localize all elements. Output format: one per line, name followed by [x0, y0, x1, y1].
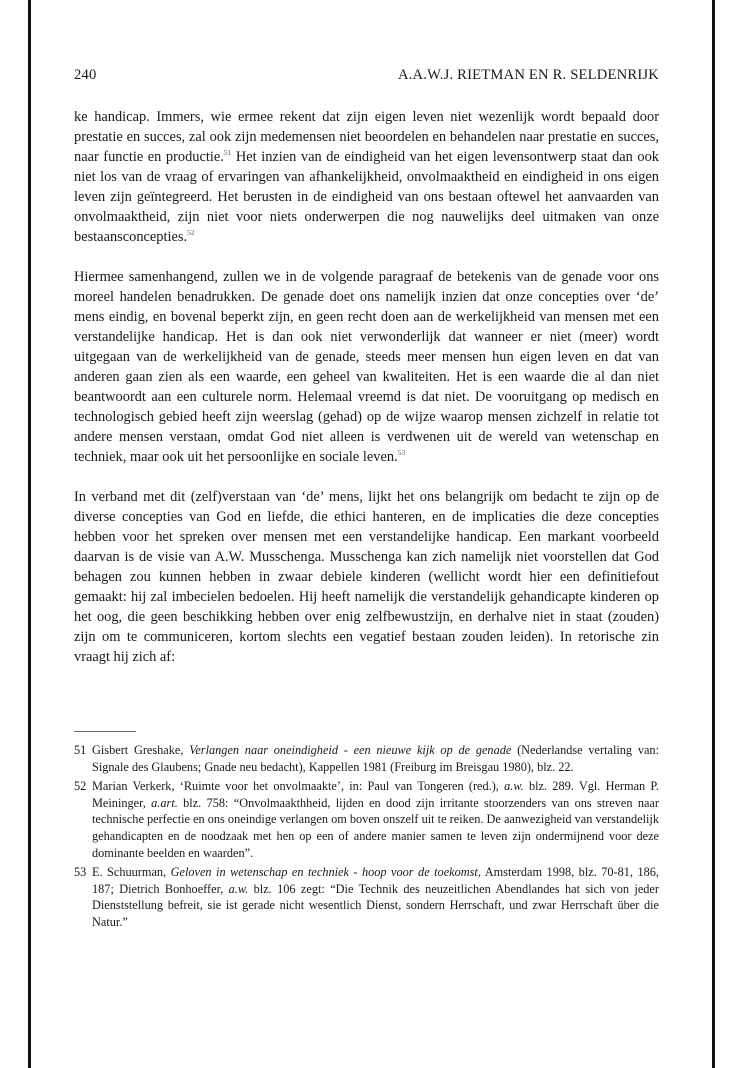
- footnote-text-part: blz. 106 zegt: “Die Technik des neuzeitlichen Abendlandes hat sich von jeder Dienststellung befreit, sie ist gerade nicht wesentlich Dienst, sondern Herrschaft, und zwar Herrschaft über die Natur.”: [92, 881, 659, 929]
- footnote-abbrev: a.art.: [151, 795, 178, 810]
- page-edge-right: [712, 0, 715, 1068]
- footnote-text-part: blz. 758: “Onvolmaakthheid, lijden en dood zijn irritante stoorzenders van ons streven naar technische perfectie en ons oneindige verlangen om boven onszelf uit te reiken. De aanwezigheid van verstandelijk gehandicapten en de noodzaak met hen op een of andere manier samen te leven zijn ondermijnend voor deze dominante beelden en waarden”.: [92, 795, 660, 860]
- footnote-title: Geloven in wetenschap en techniek - hoop voor de toekomst: [170, 865, 478, 880]
- paragraph-1-part-a: ke handicap. Immers, wie ermee rekent dat zijn eigen leven niet wezenlijk wordt bepaald door prestatie en succes, zal ook zijn medemensen niet beoordelen en behandelen naar prestatie en succes, naar functie en productie.: [74, 109, 659, 165]
- footnote-52: [74, 778, 659, 861]
- footnote-text: [92, 778, 659, 861]
- paragraph-2-text: Hiermee samenhangend, zullen we in de volgende paragraaf de betekenis van de genade voor ons moreel handelen benadrukken. De genade doet ons namelijk inzien dat onze concepties over ‘de’ mens eindig, en bovenal beperkt zijn, en geen recht doen aan de werkelijkheid van mensen met een verstandelijke handicap. Het is dan ook niet verwonderlijk dat wanneer er niet (meer) wordt uitgegaan van de werkelijkheid van de genade, steeds meer mensen hun eigen leven en dat van anderen gaan zien als een waarde, een geheel van kwaliteiten. Het is een waarde die al dan niet beantwoordt aan een culturele norm. Helemaal vreemd is dat niet. De vooruitgang op medisch en technologisch gebied heeft zijn weerslag (gehad) op de wijze waarop mensen zichzelf in relatie tot andere mensen verstaan, omdat God niet alleen is verdwenen uit de wereld van wetenschap en techniek, maar ook uit het persoonlijke en sociale leven.: [74, 269, 659, 465]
- footnote-text-part: E. Schuurman,: [92, 865, 171, 880]
- footnotes: [74, 742, 659, 931]
- footnote-text-part: Marian Verkerk, ‘Ruimte voor het onvolmaakte’, in: Paul van Tongeren (red.),: [92, 779, 505, 794]
- footnote-separator: [74, 731, 136, 732]
- footnote-number: 53: [74, 865, 87, 880]
- paragraph-1: [74, 107, 659, 247]
- running-head-authors: A.A.W.J. RIETMAN EN R. SELDENRIJK: [397, 67, 659, 83]
- footnote-number: 51: [74, 743, 87, 757]
- footnote-title: Verlangen naar oneindigheid - een nieuwe kijk op de genade: [189, 743, 512, 757]
- paragraph-1-part-b: Het inzien van de eindigheid van het eigen levensontwerp staat dan ook niet los van de vraag of ervaringen van afhankelijkheid, onvolmaaktheid en eindigheid in ons eigen leven zijn geïntegreerd. Het berusten in de eindigheid van ons bestaan oftewel het aanvaarden van onvolmaaktheid, zijn niet voor niets onderwerpen die nog nauwelijks deel uitmaken van onze bestaansconcepties.: [74, 149, 659, 245]
- footnote-text-part: , Amsterdam 1998, blz. 70-81, 186, 187; Dietrich Bonhoeffer,: [92, 865, 659, 896]
- footnote-abbrev: a.w.: [228, 881, 249, 896]
- footnote-text-part: (Nederlandse vertaling van: Signale des Glaubens; Gnade neu bedacht), Kappellen 1981 (Freiburg im Breisgau 1980), blz. 22.: [92, 743, 659, 774]
- footnote-abbrev: a.w.: [504, 779, 524, 794]
- footnote-text: [92, 742, 659, 775]
- paragraph-3: In verband met dit (zelf)verstaan van ‘de’ mens, lijkt het ons belangrijk om bedacht te zijn op de diverse concepties van God en liefde, die ethici hanteren, en de implicaties die deze concepties hebben voor het spreken over mensen met een verstandelijke handicap. Een markant voorbeeld daarvan is de visie van A.W. Musschenga. Musschenga kan zich namelijk niet voorstellen dat God behagen zou kunnen hebben in zwaar debiele kinderen (wellicht wordt hier een definitiefout gemaakt: hij zal imbecielen bedoelen. Hij heeft namelijk die verstandelijk gehandicapte kinderen op het oog, die geen beschikking hebben over enig zelfbewustzijn, en derhalve niet in staat (zouden) zijn om te communiceren, kortom slechts een vegatief bestaan zouden leiden). In retorische zin vraagt hij zich af:: [74, 489, 659, 665]
- body-text: [74, 107, 659, 667]
- footnote-51: [74, 742, 659, 775]
- book-page: [74, 60, 659, 934]
- footnote-ref-53: 53: [397, 448, 406, 458]
- footnote-text-part: Gisbert Greshake,: [92, 743, 190, 757]
- footnote-text: [92, 864, 659, 930]
- footnote-text-part: blz. 289. Vgl. Herman P. Meininger,: [92, 779, 659, 810]
- footnote-53: [74, 864, 659, 930]
- page-edge-left: [28, 0, 31, 1068]
- paragraph-2: [74, 267, 659, 467]
- running-head: [74, 60, 659, 90]
- footnote-number: 52: [74, 779, 87, 794]
- footnote-ref-52: 52: [187, 228, 195, 238]
- footnote-ref-51: 51: [223, 148, 232, 158]
- page-number: 240: [74, 67, 97, 83]
